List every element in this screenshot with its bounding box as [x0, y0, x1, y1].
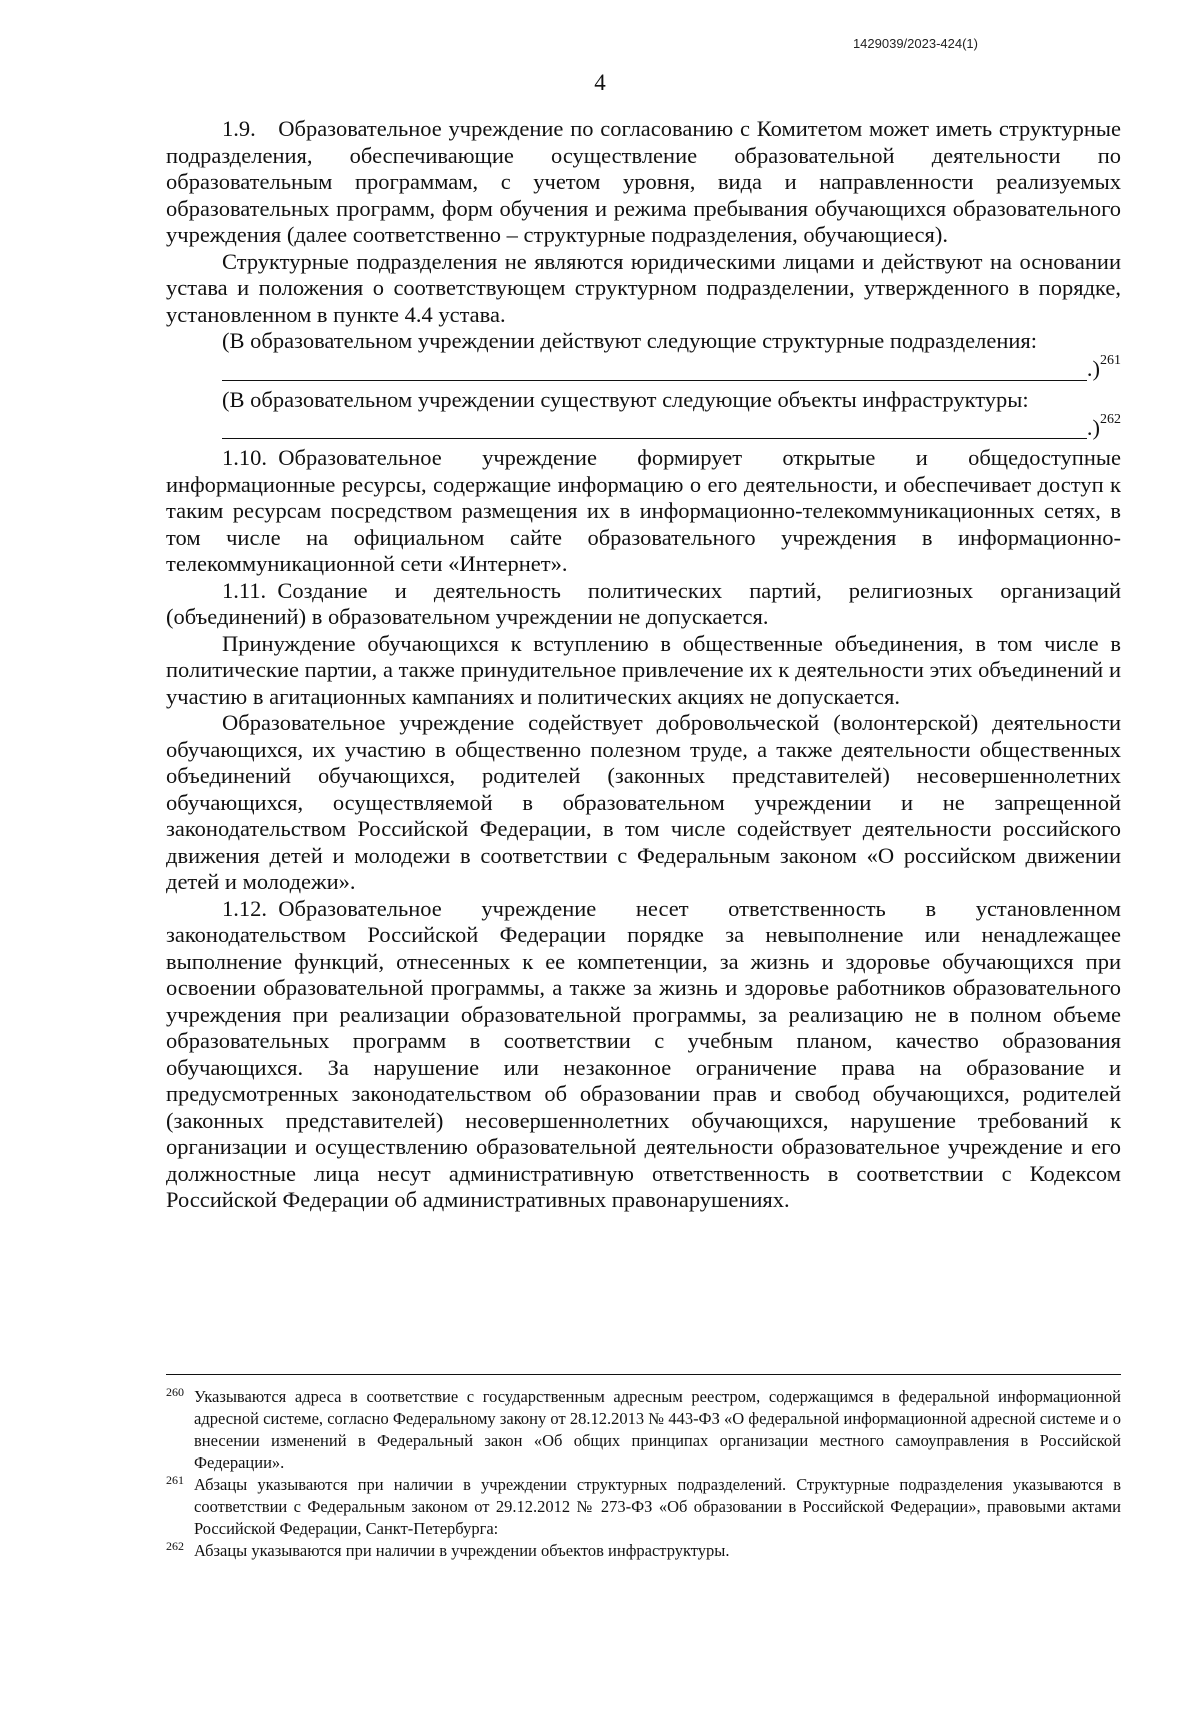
footnote-ref-262: 262 — [1100, 411, 1121, 427]
footnote-separator — [166, 1374, 1121, 1375]
document-body — [166, 116, 1121, 1214]
paragraph-coercion: Принуждение обучающихся к вступлению в общественные объединения, в том числе в политические партии, а также принудительное привлечение их к деятельности этих объединений и участию в агитационных кампаниях и политических акциях не допускается. — [166, 630, 1121, 709]
footnote-mark: 261 — [166, 1473, 184, 1487]
footnote-ref-261: 261 — [1100, 353, 1121, 368]
paragraph-structural-units-list: (В образовательном учреждении действуют следующие структурные подразделения: — [222, 328, 1037, 353]
paragraph-infrastructure: (В образовательном учреждении существуют следующие объекты инфраструктуры: — [222, 386, 1029, 412]
fill-line-end: .) — [1086, 356, 1100, 381]
infrastructure-fill-line — [166, 413, 1121, 445]
footnotes — [166, 1386, 1121, 1562]
fill-line-end: .) — [1086, 414, 1100, 440]
paragraph-1-11: 1.11. Создание и деятельность политических партий, религиозных организаций (объединений) в образовательном учреждении не допускается. — [166, 577, 1121, 629]
page-number: 4 — [594, 70, 606, 95]
paragraph-volunteer: Образовательное учреждение содействует добровольческой (волонтерской) деятельности обучающихся, их участию в общественно полезном труде, а также деятельности общественных объединений обучающихся, родителей (законных представителей) несовершеннолетних обучающихся, осуществляемой в образовательном учреждении и не запрещенной законодательством Российской Федерации, в том числе содействует деятельности российского движения детей и молодежи в соответствии с Федеральным законом «О российском движении детей и молодежи». — [166, 710, 1121, 894]
paragraph-structural-units: Структурные подразделения не являются юридическими лицами и действуют на основании устава и положения о соответствующем структурном подразделении, утвержденного в порядке, установленном в пункте 4.4 устава. — [166, 248, 1121, 327]
footnote-text: Абзацы указываются при наличии в учреждении объектов инфраструктуры. — [194, 1541, 730, 1560]
footnote-text: Указываются адреса в соответствие с государственным адресным реестром, содержащимся в федеральной информационной адресной системе, согласно Федеральному закону от 28.12.2013 № 443-ФЗ «О федеральной информационной адресной системе и о внесении изменений в Федеральный закон «Об общих принципах организации местного самоуправления в Российской Федерации». — [194, 1387, 1121, 1472]
footnote-mark: 262 — [166, 1539, 184, 1553]
document-id: 1429039/2023-424(1) — [852, 36, 978, 51]
blank-line — [222, 380, 1087, 381]
blank-line — [222, 438, 1087, 439]
footnote-262 — [166, 1540, 1121, 1562]
footnote-261 — [166, 1474, 1121, 1540]
paragraph-1-12: 1.12. Образовательное учреждение несет ответственность в установленном законодательством Российской Федерации порядке за невыполнение или ненадлежащее выполнение функций, отнесенных к ее компетенции, за жизнь и здоровье обучающихся при освоении образовательной программы, а также за жизнь и здоровье работников образовательного учреждения при реализации образовательной программы, за реализацию не в полном объеме образовательных программ в соответствии с учебным планом, качество образования обучающихся. За нарушение или незаконное ограничение права на образование и предусмотренных законодательством об образовании прав и свобод обучающихся, родителей (законных представителей) несовершеннолетних обучающихся, нарушение требований к организации и осуществлению образовательной деятельности образовательное учреждение и его должностные лица несут административную ответственность в соответствии с Кодексом Российской Федерации об административных правонарушениях. — [166, 895, 1121, 1212]
paragraph-1-10: 1.10. Образовательное учреждение формирует открытые и общедоступные информационные ресурсы, содержащие информацию о его деятельности, и обеспечивает доступ к таким ресурсам посредством размещения их в информационно-телекоммуникационных сетях, в том числе на официальном сайте образовательного учреждения в информационно-телекоммуникационной сети «Интернет». — [166, 445, 1121, 576]
footnote-text: Абзацы указываются при наличии в учреждении структурных подразделений. Структурные подразделения указываются в соответствии с Федеральным законом от 29.12.2012 № 273-ФЗ «Об образовании в Российской Федерации», правовыми актами Российской Федерации, Санкт-Петербурга: — [194, 1475, 1121, 1538]
paragraph-1-9: 1.9. Образовательное учреждение по согласованию с Комитетом может иметь структурные подразделения, обеспечивающие осуществление образовательной деятельности по образовательным программам, с учетом уровня, вида и направленности реализуемых образовательных программ, форм обучения и режима пребывания обучающихся образовательного учреждения (далее соответственно – структурные подразделения, обучающиеся). — [166, 116, 1121, 247]
structural-units-fill-line — [166, 355, 1121, 387]
footnote-260 — [166, 1386, 1121, 1474]
footnote-mark: 260 — [166, 1385, 184, 1399]
